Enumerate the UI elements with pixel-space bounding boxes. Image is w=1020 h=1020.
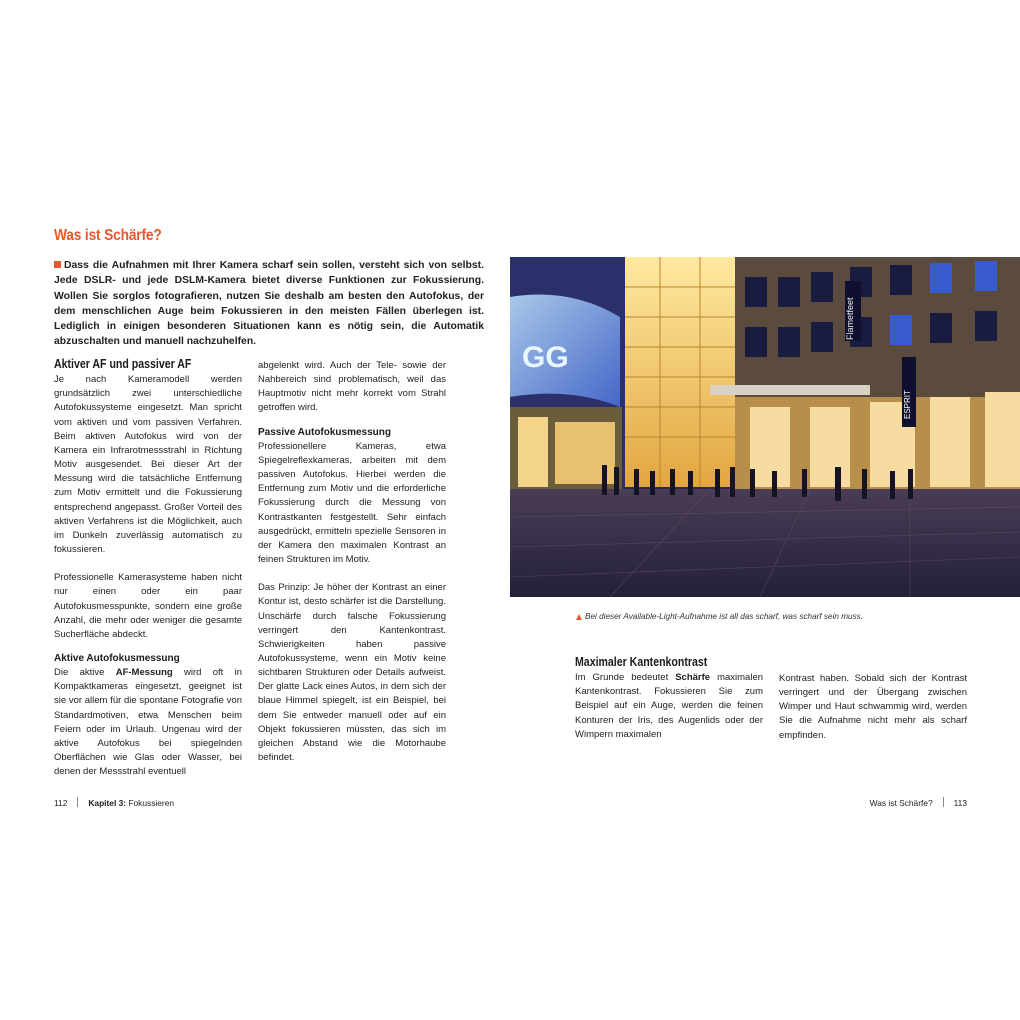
section-heading-af: Aktiver AF und passiver AF bbox=[54, 357, 192, 371]
subheading-active-af: Aktive Autofokusmessung bbox=[54, 652, 180, 664]
photo-caption: Bei dieser Available-Light-Aufnahme ist all das scharf, was scharf sein muss. bbox=[585, 612, 864, 621]
footer-section-title: Was ist Schärfe? bbox=[869, 798, 933, 808]
chapter-name: Fokussieren bbox=[126, 798, 175, 808]
paragraph-kantenkontrast bbox=[575, 671, 763, 742]
left-column-1 bbox=[54, 357, 242, 779]
active-lead: Die aktive bbox=[54, 667, 116, 679]
kk-lead: Im Grunde bedeutet bbox=[575, 672, 676, 684]
page-number-right: 113 bbox=[953, 798, 967, 808]
footer-left bbox=[54, 797, 174, 808]
paragraph-kontrast-haben: Kontrast haben. Sobald sich der Kontrast verringert und der Übergang zwischen Wimper und Haut schwammig wird, werden Sie die Aufnahme nicht mehr als scharf empfinden. bbox=[779, 673, 967, 741]
section-heading-kantenkontrast: Maximaler Kantenkontrast bbox=[575, 655, 708, 669]
kk-rest: maximalen Kantenkontrast. Fokussieren Sie zum Beispiel auf ein Auge, werden die feinen Konturen der Iris, des Augenlids oder der Wimpern maximalen bbox=[575, 672, 764, 740]
chapter-label: Kapitel 3: bbox=[88, 798, 127, 808]
store-sign-left: GG bbox=[522, 341, 569, 374]
active-bold: AF-Messung bbox=[115, 667, 173, 679]
intro-paragraph bbox=[54, 258, 484, 350]
paragraph-principle: Das Prinzip: Je höher der Kontrast an einer Kontur ist, desto schärfer ist die Darstellung. Unschärfe durch falsche Fokussierung verringert den Kantenkontrast. Schwierigkeiten haben passive Autofokussysteme, wenn ein Motiv keine sichtbaren Strukturen oder Details aufweist. Der glatte Lack eines Autos, in dem sich der blaue Himmel spiegelt, ist ein Beispiel, bei dem Sie entweder manuell oder auf ein Objekt fokussieren müssten, das sich im gleichen Abstand wie die Motorhaube befindet. bbox=[258, 582, 446, 764]
subheading-passive-af: Passive Autofokusmessung bbox=[258, 426, 392, 438]
paragraph-active-af bbox=[54, 666, 242, 779]
footer-right bbox=[870, 797, 967, 808]
paragraph-af-intro: Je nach Kameramodell werden grundsätzlich zwei unterschiedliche Autofokussysteme eingesetzt. Man spricht vom aktiven und vom passiven Verfahren. Beim aktiven Autofokus wird von der Kamera ein Infrarotmessstrahl in Richtung Motiv ausgesendet. Bei dieser Art der Messung wird die tatsächliche Entfernung zum Motiv ermittelt und die Fokussierung entsprechend angepasst. Großer Vorteil des aktiven Verfahrens ist die Möglichkeit, auch im Dunkeln zuverlässig automatisch zu fokussieren. bbox=[54, 374, 242, 556]
paragraph-tele-nah: abgelenkt wird. Auch der Tele- sowie der Nahbereich sind problematisch, weil das Hauptmotiv nicht mehr korrekt vom Strahl getroffen wird. bbox=[258, 360, 446, 414]
store-sign-upper: Flametfeet bbox=[845, 297, 855, 340]
footer-divider bbox=[77, 797, 78, 807]
street-night-photo bbox=[510, 257, 1020, 597]
caption-triangle-icon bbox=[576, 614, 582, 620]
orange-square-icon bbox=[54, 261, 61, 268]
active-rest: wird oft in Kompaktkameras eingesetzt, geeignet ist sie vor allem für die spontane Fotografie von Standardmotiven, etwa Menschen beim Feiern oder im Urlaub. Ungenau wird der aktive Autofokus bei spiegelnden Oberflächen wie Glas oder Wasser, bei denen der Messstrahl eventuell bbox=[54, 667, 243, 778]
kk-bold: Schärfe bbox=[675, 672, 711, 684]
page-title: Was ist Schärfe? bbox=[54, 227, 162, 244]
paragraph-passive-af: Professionellere Kameras, etwa Spiegelreflexkameras, arbeiten mit dem passiven Autofokus. Hierbei werden die Entfernung zum Motiv und die erforderliche Fokussierung durch die Messung von Kontrastkanten festgestellt. Sehr einfach ausgedrückt, ermitteln spezielle Sensoren in der Kamera den maximalen Kontrast an feinen Strukturen im Motiv. bbox=[258, 440, 446, 566]
store-sign-vertical: ESPRIT bbox=[903, 390, 912, 419]
right-column-1 bbox=[575, 655, 763, 742]
intro-text: Dass die Aufnahmen mit Ihrer Kamera scharf sein sollen, versteht sich von selbst. Jede DSLR- und jede DSLM-Kamera bietet diverse Funktionen zur Fokussierung. Wollen Sie sorglos fotografieren, nutzen Sie deshalb am besten den Autofokus, der dem menschlichen Auge beim Fokussieren in den meisten Fällen überlegen ist. Lediglich in einigen besonderen Situationen kann es nötig sein, die Automatik abzuschalten und manuell nachzuhelfen. bbox=[54, 260, 484, 348]
right-column-2 bbox=[779, 672, 967, 743]
footer-divider-right bbox=[943, 797, 944, 807]
paragraph-professional-systems: Professionelle Kamerasysteme haben nicht nur einen oder ein paar Autofokusmesspunkte, sondern eine große Anzahl, die mehr oder weniger die gesamte Sucherfläche abdeckt. bbox=[54, 572, 242, 640]
left-column-2 bbox=[258, 359, 446, 765]
page-number-left: 112 bbox=[54, 798, 68, 808]
